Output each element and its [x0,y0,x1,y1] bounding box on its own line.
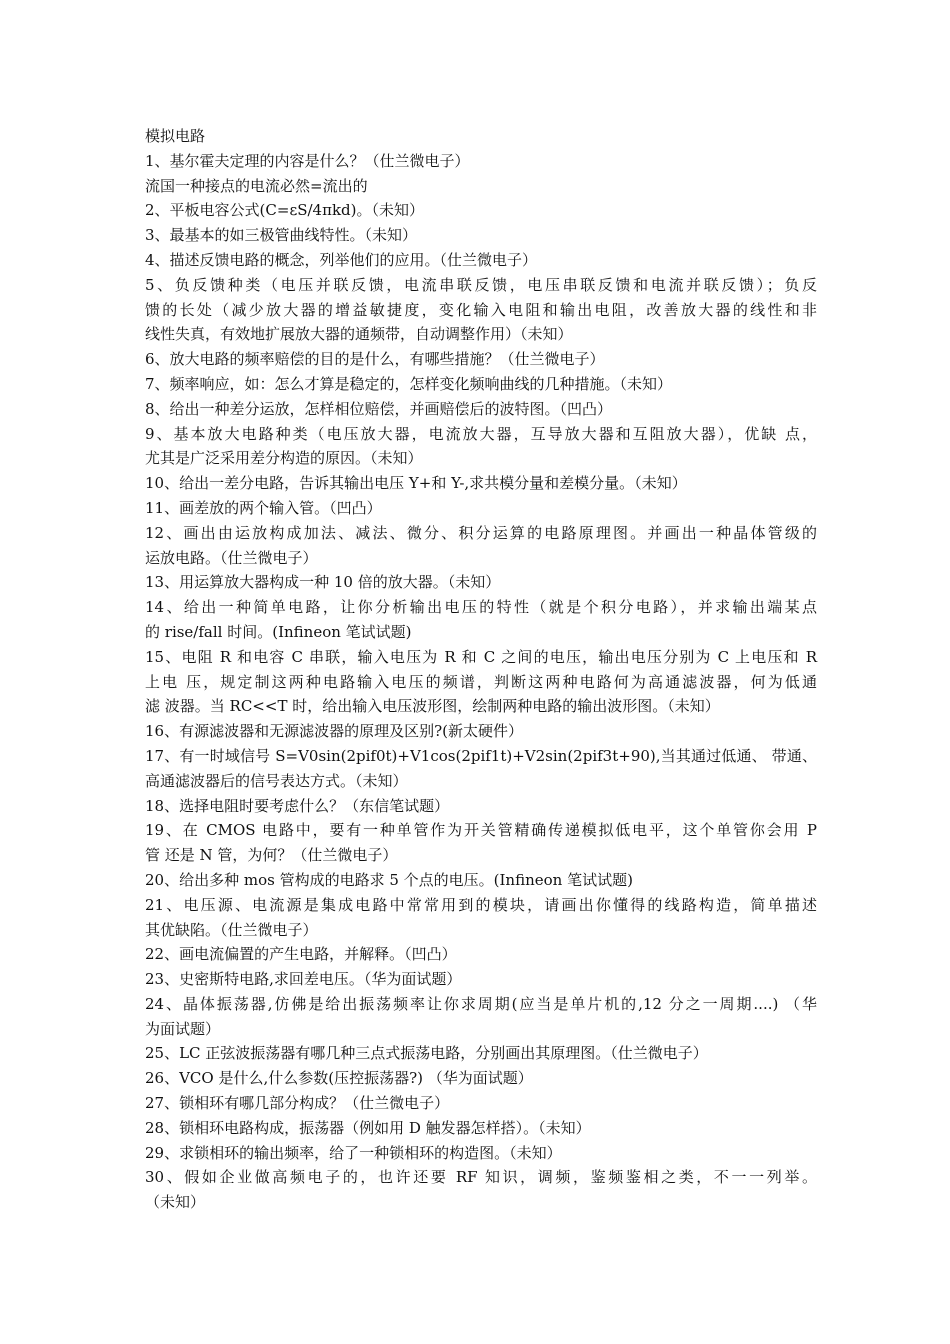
document-page [145,124,817,1215]
text-line: 29、求锁相环的输出频率，给了一种锁相环的构造图。（未知） [145,1143,562,1162]
question-paragraph [145,818,817,868]
text-line: 4、描述反馈电路的概念，列举他们的应用。（仕兰微电子） [145,250,538,269]
question-paragraph [145,942,817,967]
question-paragraph [145,223,817,248]
text-line: 24、晶体振荡器,仿佛是给出振荡频率让你求周期(应当是单片机的,12 分之一周期....) （华 [145,994,817,1013]
question-paragraph [145,471,817,496]
text-line: 11、画差放的两个输入管。（凹凸） [145,498,382,517]
question-paragraph [145,198,817,223]
text-line: 13、用运算放大器构成一种 10 倍的放大器。（未知） [145,573,501,592]
text-line: 14、给出一种简单电路，让你分析输出电压的特性（就是个积分电路），并求输出端某点 [145,598,817,617]
text-line: 12、画出由运放构成加法、减法、微分、积分运算的电路原理图。并画出一种晶体管级的 [145,523,817,542]
question-paragraph [145,496,817,521]
question-paragraph [145,794,817,819]
question-paragraph [145,372,817,397]
document-title: 模拟电路 [145,127,206,145]
text-line: 馈的长处（减少放大器的增益敏捷度，变化输入电阻和输出电阻，改善放大器的线性和非 [145,300,817,319]
question-paragraph [145,992,817,1042]
text-line: （未知） [145,1193,206,1212]
text-line: 2、平板电容公式(C=εS/4πkd)。（未知） [145,201,424,220]
question-paragraph [145,1116,817,1141]
question-paragraph [145,1091,817,1116]
question-paragraph [145,1141,817,1166]
text-line: 16、有源滤波器和无源滤波器的原理及区别?(新太硬件） [145,722,523,741]
text-line: 18、选择电阻时要考虑什么？（东信笔试题） [145,796,450,815]
question-paragraph [145,744,817,794]
text-line: 管 还是 N 管，为何？（仕兰微电子） [145,846,398,865]
question-paragraph [145,521,817,571]
text-line: 1、基尔霍夫定理的内容是什么？（仕兰微电子） [145,151,470,170]
text-line: 10、给出一差分电路，告诉其输出电压 Y+和 Y-,求共模分量和差模分量。（未知） [145,474,687,493]
text-line: 为面试题） [145,1019,221,1038]
text-line: 尤其是广泛采用差分构造的原因。（未知） [145,449,423,468]
question-paragraph [145,570,817,595]
question-paragraph [145,1165,817,1215]
text-line: 流国一种接点的电流必然=流出的 [145,176,368,195]
question-paragraph [145,174,817,199]
text-line: 6、放大电路的频率赔偿的目的是什么，有哪些措施？（仕兰微电子） [145,350,605,369]
text-line: 8、给出一种差分运放，怎样相位赔偿，并画赔偿后的波特图。（凹凸） [145,399,613,418]
text-line: 25、LC 正弦波振荡器有哪几种三点式振荡电路，分别画出其原理图。（仕兰微电子） [145,1044,708,1063]
question-paragraph [145,397,817,422]
text-line: 20、给出多种 mos 管构成的电路求 5 个点的电压。(Infineon 笔试试题) [145,870,633,889]
text-line: 线性失真，有效地扩展放大器的通频带，自动调整作用）（未知） [145,325,573,344]
question-paragraph [145,893,817,943]
text-line: 15、电阻 R 和电容 C 串联，输入电压为 R 和 C 之间的电压，输出电压分别为 C 上电压和 R [145,647,817,666]
question-paragraph [145,1066,817,1091]
question-paragraph [145,347,817,372]
text-line: 19、在 CMOS 电路中，要有一种单管作为开关管精确传递模拟低电平，这个单管你会用 P [145,821,817,840]
question-paragraph [145,422,817,472]
question-paragraph [145,868,817,893]
text-line: 7、频率响应，如：怎么才算是稳定的，怎样变化频响曲线的几种措施。（未知） [145,374,673,393]
question-paragraph [145,645,817,719]
text-line: 30、假如企业做高频电子的，也许还要 RF 知识，调频，鉴频鉴相之类，不一一列举。 [145,1168,817,1187]
question-list [145,149,817,1215]
text-line: 26、VCO 是什么,什么参数(压控振荡器?) （华为面试题） [145,1069,533,1088]
text-line: 17、有一时域信号 S=V0sin(2pif0t)+V1cos(2pif1t)+V2sin(2pif3t+90),当其通过低通、 带通、 [145,746,817,765]
text-line: 21、电压源、电流源是集成电路中常常用到的模块，请画出你懂得的线路构造，简单描述 [145,895,817,914]
question-paragraph [145,273,817,347]
text-line: 22、画电流偏置的产生电路，并解释。（凹凸） [145,945,457,964]
question-paragraph [145,1041,817,1066]
question-paragraph [145,595,817,645]
question-paragraph [145,248,817,273]
text-line: 其优缺陷。（仕兰微电子） [145,920,318,939]
text-line: 3、最基本的如三极管曲线特性。（未知） [145,226,418,245]
text-line: 23、史密斯特电路,求回差电压。（华为面试题） [145,970,462,989]
question-paragraph [145,719,817,744]
question-paragraph [145,967,817,992]
text-line: 上电 压，规定制这两种电路输入电压的频谱，判断这两种电路何为高通滤波器，何为低通 [145,672,817,691]
text-line: 高通滤波器后的信号表达方式。（未知） [145,771,408,790]
text-line: 运放电路。（仕兰微电子） [145,548,318,567]
text-line: 9、基本放大电路种类（电压放大器，电流放大器，互导放大器和互阻放大器），优缺 点， [145,424,817,443]
text-line: 滤 波器。当 RC<<T 时，给出输入电压波形图，绘制两种电路的输出波形图。（未知） [145,697,720,716]
text-line: 的 rise/fall 时间。(Infineon 笔试试题) [145,622,412,641]
question-paragraph [145,149,817,174]
text-line: 5、负反馈种类（电压并联反馈，电流串联反馈，电压串联反馈和电流并联反馈）；负反 [145,275,817,294]
text-line: 27、锁相环有哪几部分构成？（仕兰微电子） [145,1094,450,1113]
text-line: 28、锁相环电路构成，振荡器（例如用 D 触发器怎样搭）。（未知） [145,1118,591,1137]
